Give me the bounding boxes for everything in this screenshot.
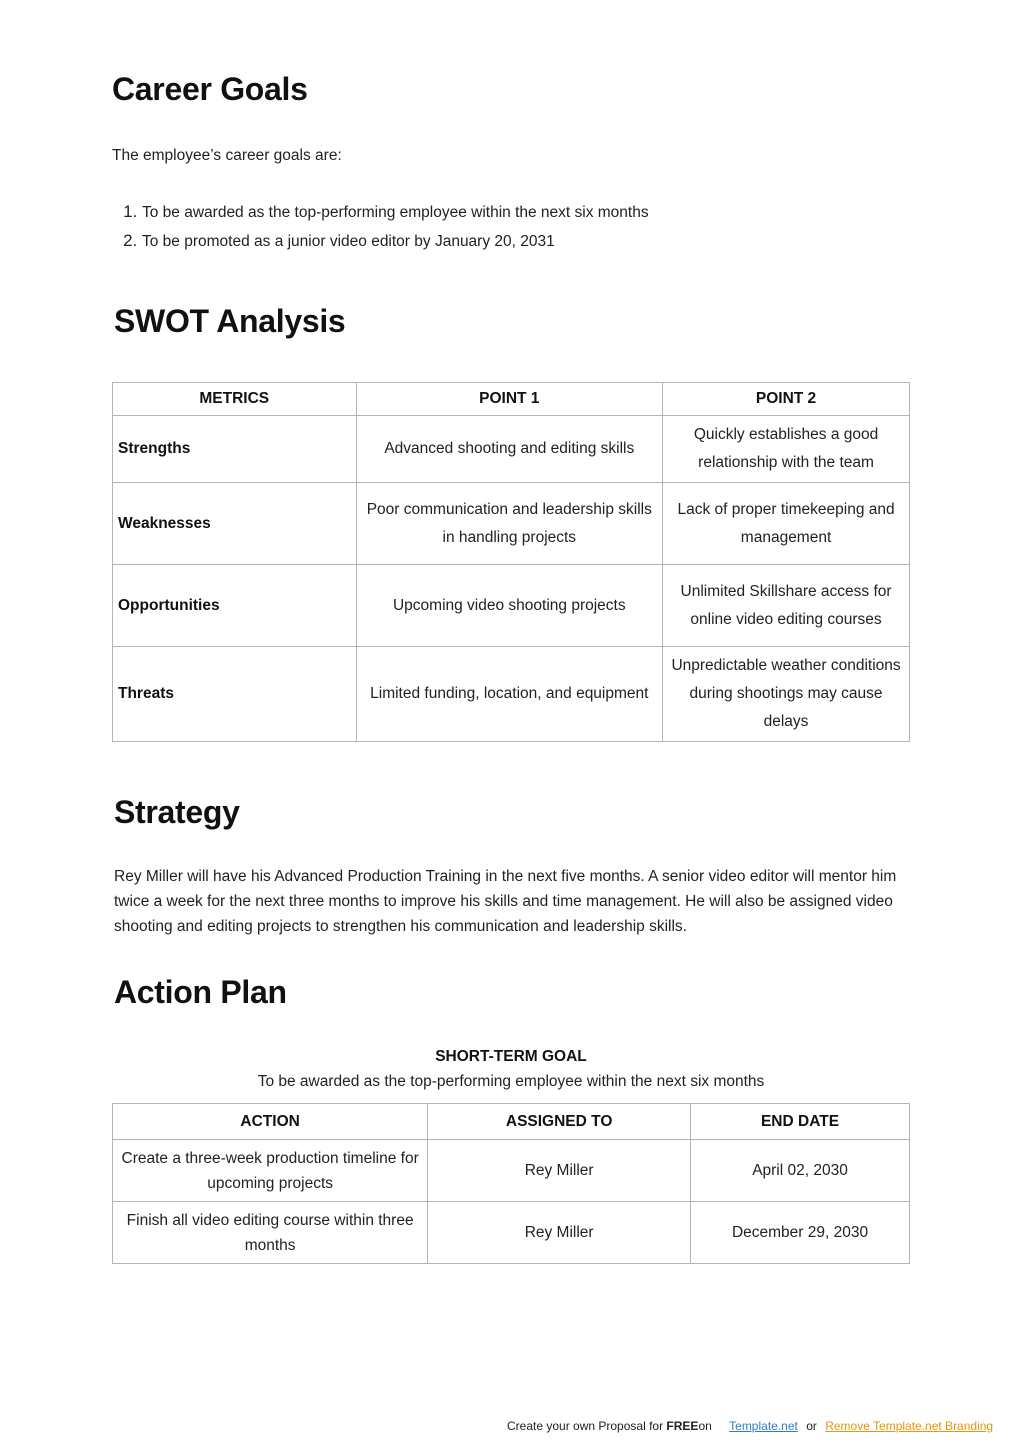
short-term-goal-block [112,1044,910,1094]
swot-cell-point1: Poor communication and leadership skills in handling projects [356,483,663,565]
footer-prefix: Create your own Proposal for [507,1419,667,1433]
end-date-cell: December 29, 2030 [691,1202,910,1264]
swot-metric-weaknesses: Weaknesses [113,483,357,565]
strategy-heading: Strategy [114,794,240,830]
career-goals-heading: Career Goals [112,71,308,107]
swot-metric-strengths: Strengths [113,416,357,483]
footer-branding [507,1419,993,1433]
table-row [113,483,910,565]
swot-cell-point2: Unlimited Skillshare access for online video editing courses [663,565,910,647]
swot-header-point1: POINT 1 [356,383,663,416]
swot-metric-opportunities: Opportunities [113,565,357,647]
action-plan-table [112,1103,910,1264]
footer-or: or [806,1419,817,1433]
footer-free: FREE [666,1419,699,1433]
action-header-row [113,1104,910,1140]
career-goal-item: 2. To be promoted as a junior video editor by January 20, 2031 [142,227,649,256]
swot-cell-point2: Unpredictable weather conditions during shootings may cause delays [663,647,910,742]
career-goals-intro: The employee’s career goals are: [112,147,342,164]
assigned-cell: Rey Miller [428,1140,691,1202]
short-term-goal-text: To be awarded as the top-performing employee within the next six months [257,1073,765,1090]
table-row [113,1202,910,1264]
swot-cell-point1: Advanced shooting and editing skills [356,416,663,483]
table-row [113,416,910,483]
template-net-link[interactable]: Template.net [729,1419,798,1433]
table-row [113,1140,910,1202]
action-cell: Finish all video editing course within three months [113,1202,428,1264]
table-row [113,565,910,647]
swot-cell-point2: Quickly establishes a good relationship with the team [663,416,910,483]
action-cell: Create a three-week production timeline for upcoming projects [113,1140,428,1202]
remove-branding-link[interactable]: Remove Template.net Branding [825,1419,994,1433]
assigned-cell: Rey Miller [428,1202,691,1264]
short-term-goal-label: SHORT-TERM GOAL [435,1048,587,1065]
table-row [113,647,910,742]
swot-header-point2: POINT 2 [663,383,910,416]
swot-cell-point2: Lack of proper timekeeping and management [663,483,910,565]
action-plan-heading: Action Plan [114,974,287,1010]
swot-cell-point1: Limited funding, location, and equipment [356,647,663,742]
career-goals-list [112,198,649,256]
swot-heading: SWOT Analysis [114,303,346,339]
swot-header-row [113,383,910,416]
swot-table [112,382,910,742]
career-goal-item: 1. To be awarded as the top-performing employee within the next six months [142,198,649,227]
swot-header-metrics: METRICS [113,383,357,416]
action-header-assigned: ASSIGNED TO [428,1104,691,1140]
action-header-action: ACTION [113,1104,428,1140]
swot-metric-threats: Threats [113,647,357,742]
strategy-paragraph: Rey Miller will have his Advanced Production Training in the next five months. A senior video editor will mentor him twice a week for the next three months to improve his skills and time management. He will also be assigned video shooting and editing projects to strengthen his communication and leadership skills. [114,868,897,935]
footer-on: on [698,1419,712,1433]
action-header-end-date: END DATE [691,1104,910,1140]
swot-cell-point1: Upcoming video shooting projects [356,565,663,647]
end-date-cell: April 02, 2030 [691,1140,910,1202]
